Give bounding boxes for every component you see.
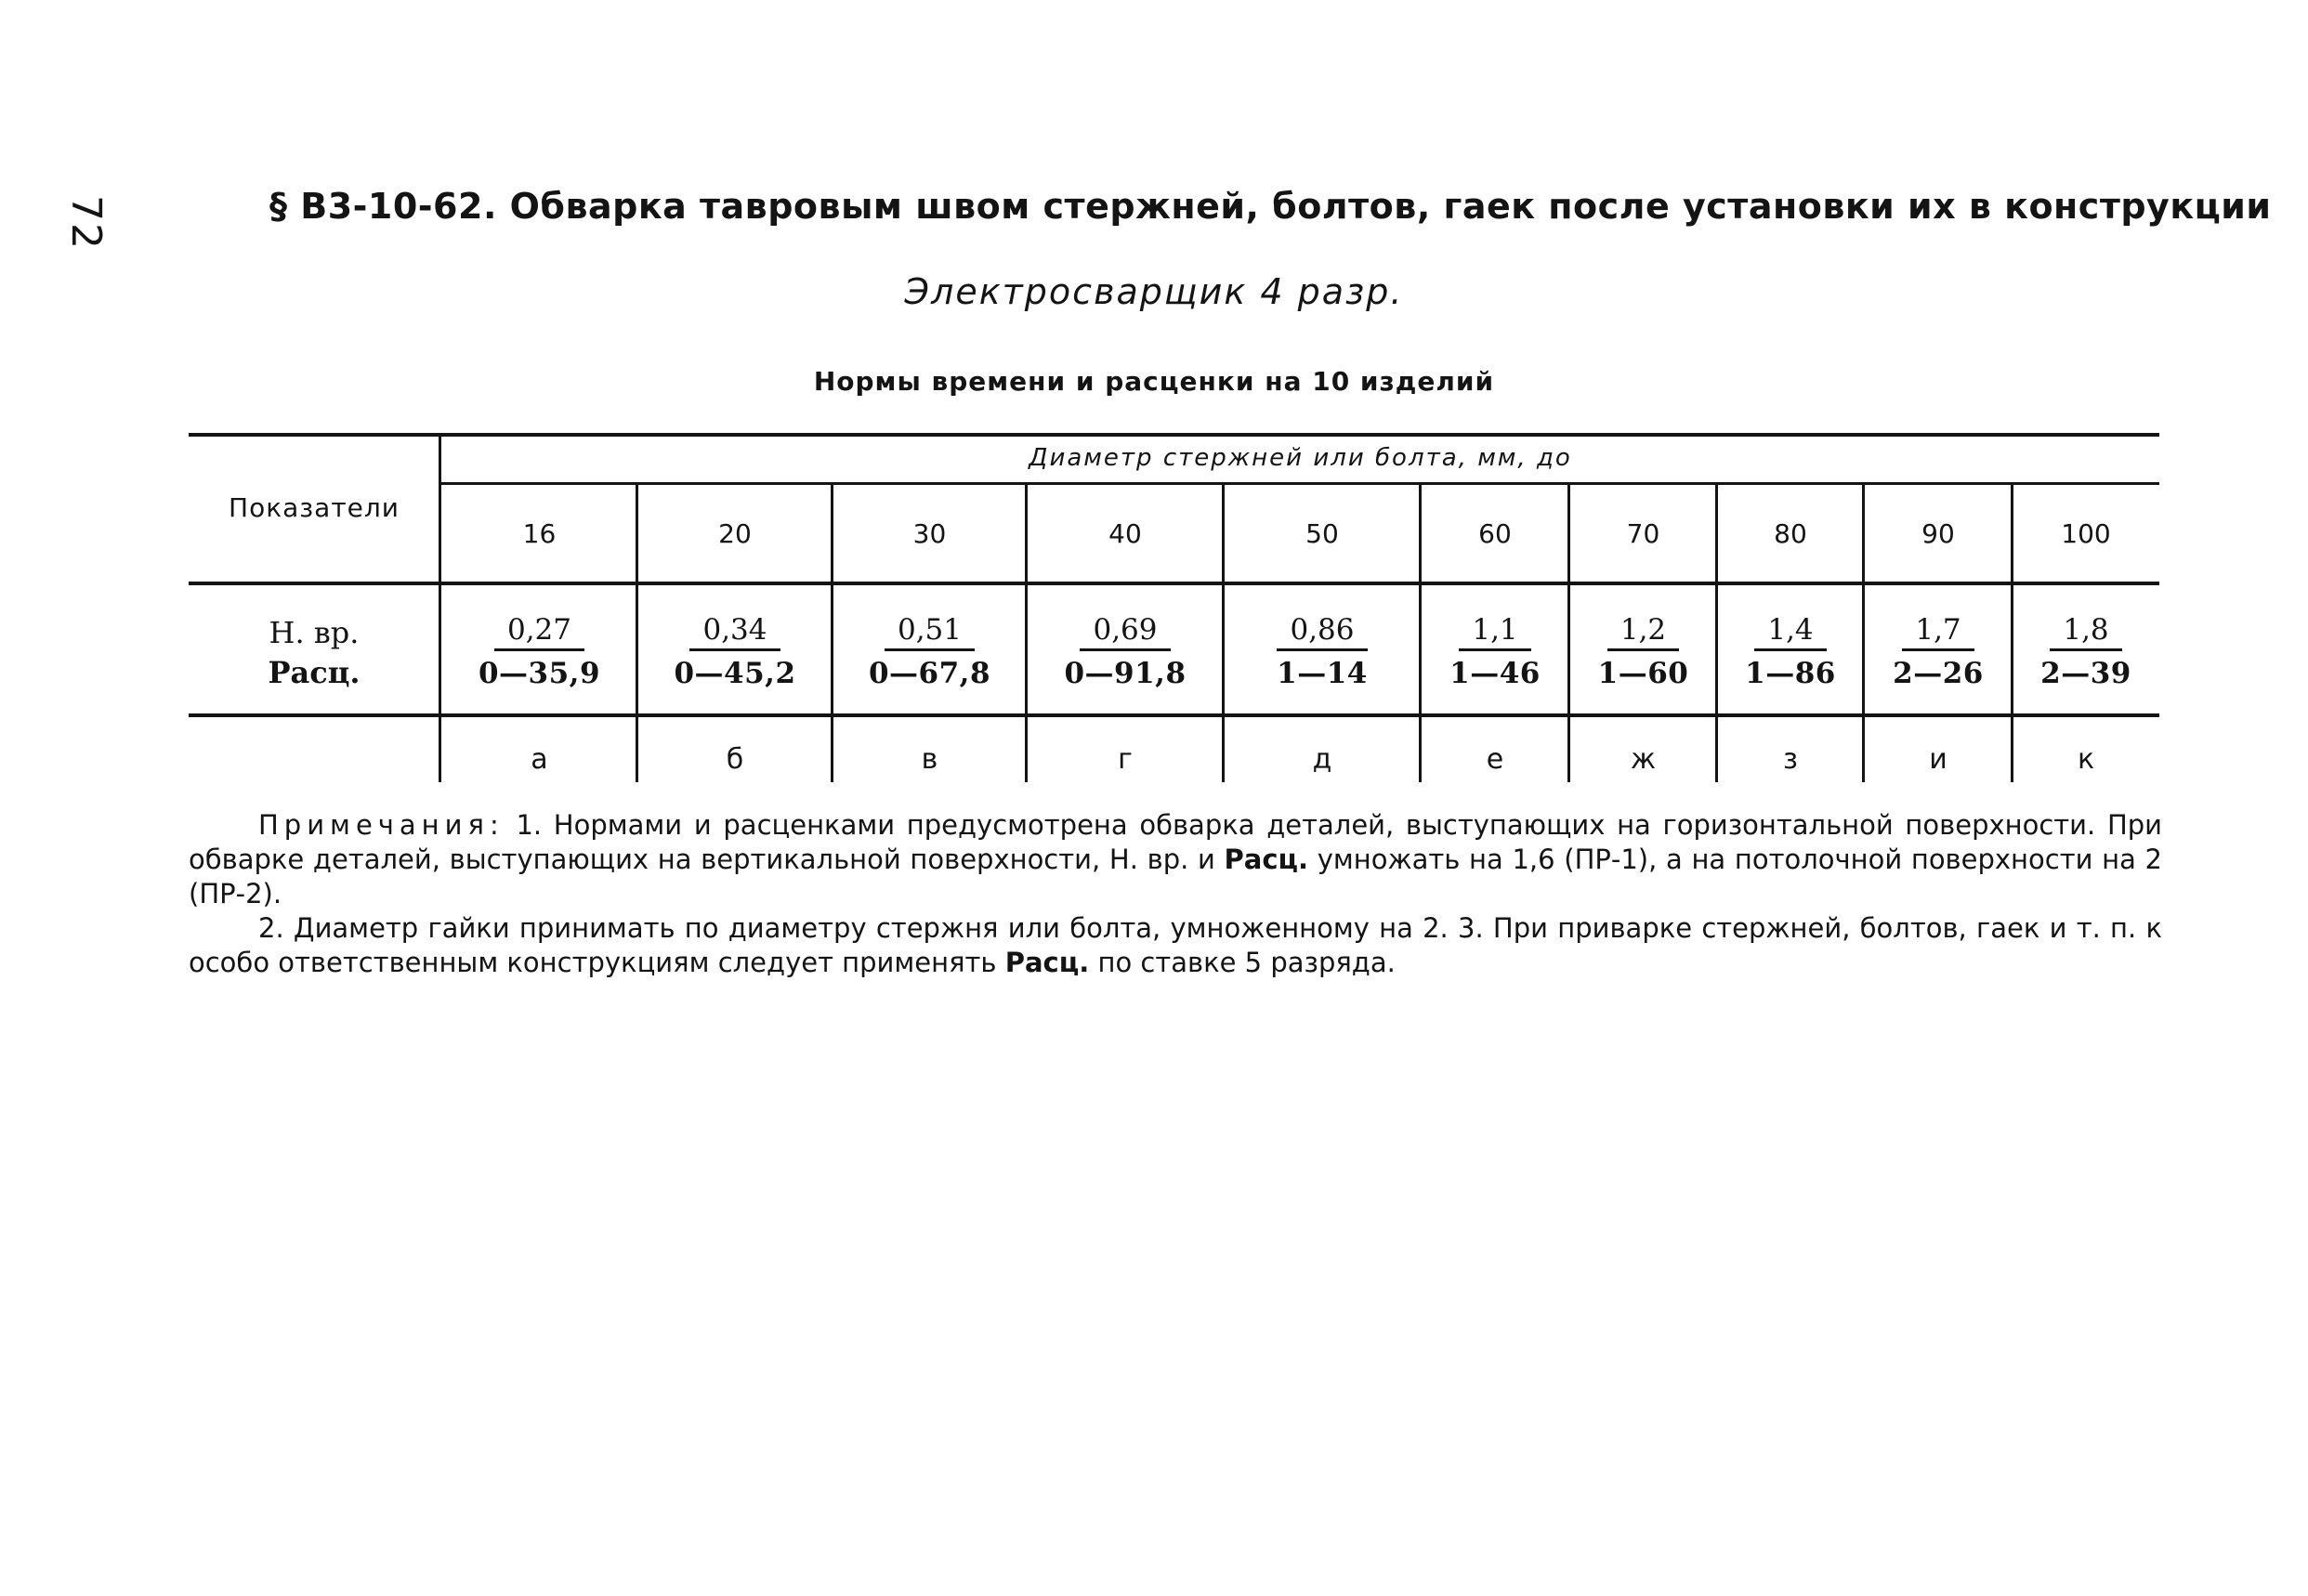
value-cell-8 — [1864, 613, 2013, 690]
column-letter-9: к — [2077, 743, 2095, 776]
value-cell-1 — [637, 613, 833, 690]
diameter-header-4: 50 — [1305, 518, 1339, 549]
rate-value: 1—14 — [1277, 657, 1368, 690]
section-heading: § В3-10-62. Обварка тавровым швом стержней, болтов, гаек после установки их в конструкции — [269, 186, 2272, 227]
page-number: 72 — [62, 195, 110, 251]
norm-value: 0,27 — [494, 613, 584, 651]
rate-value: 0—45,2 — [674, 657, 796, 690]
value-cell-4 — [1224, 613, 1421, 690]
indicator-col-divider — [439, 433, 441, 782]
diameter-header-3: 40 — [1108, 518, 1142, 549]
table-top-rule — [189, 433, 2159, 437]
rate-value: 1—86 — [1745, 657, 1836, 690]
norm-value: 1,7 — [1902, 613, 1974, 651]
column-letter-6: ж — [1630, 743, 1657, 776]
note-1-bold: Расц. — [1224, 844, 1309, 875]
diameter-header-2: 30 — [912, 518, 947, 549]
row-label-norm: Н. вр. — [269, 615, 360, 650]
norm-value: 0,34 — [689, 613, 780, 651]
note-2 — [189, 911, 2162, 980]
rate-value: 2—39 — [2040, 657, 2131, 690]
diameter-header-9: 100 — [2061, 518, 2111, 549]
column-letter-3: г — [1118, 743, 1133, 776]
norm-value: 1,8 — [2050, 613, 2121, 651]
diameter-header-7: 80 — [1774, 518, 1807, 549]
diameter-header-6: 70 — [1626, 518, 1660, 549]
value-cell-6 — [1569, 613, 1717, 690]
column-letter-5: е — [1486, 743, 1504, 776]
column-letter-4: д — [1312, 743, 1332, 776]
rate-value: 0—35,9 — [478, 657, 601, 690]
rate-value: 1—60 — [1597, 657, 1689, 690]
worker-grade: Электросварщик 4 разр. — [904, 271, 1404, 312]
norm-value: 0,69 — [1080, 613, 1170, 651]
value-cell-7 — [1717, 613, 1864, 690]
norm-value: 0,51 — [885, 613, 975, 651]
norm-value: 1,2 — [1607, 613, 1679, 651]
column-letter-2: в — [921, 743, 938, 776]
note-2-text-a: 2. Диаметр гайки принимать по диаметру стержня или болта, умноженному на 2. 3. При приварке стержней, болтов, гаек и т. п. к особо ответственным конструкциям следует применять — [189, 912, 2162, 978]
norm-value: 0,86 — [1277, 613, 1367, 651]
header-sub-rule — [441, 482, 2159, 485]
note-1 — [189, 808, 2162, 911]
note-1-text-b: умножать на 1,6 (ПР-1), а на потолочной поверхности на 2 (ПР-2). — [189, 844, 2162, 909]
value-cell-3 — [1027, 613, 1224, 690]
diameter-span-header: Диаметр стержней или болта, мм, до — [1029, 444, 1572, 472]
indicator-header: Показатели — [229, 492, 400, 523]
diameter-header-0: 16 — [522, 518, 557, 549]
note-1-text-a: 1. Нормами и расценками предусмотрена обварка деталей, выступающих на горизонтальной поверхности. При обварке деталей, выступающих на вертикальной поверхности, Н. вр. и — [189, 809, 2163, 875]
rate-value: 0—91,8 — [1064, 657, 1187, 690]
value-cell-5 — [1421, 613, 1569, 690]
column-letter-7: з — [1783, 743, 1798, 776]
norm-value: 1,1 — [1459, 613, 1530, 651]
column-letter-1: б — [726, 743, 744, 776]
value-cell-0 — [441, 613, 637, 690]
diameter-header-8: 90 — [1921, 518, 1955, 549]
rate-value: 1—46 — [1449, 657, 1541, 690]
note-2-bold: Расц. — [1004, 947, 1090, 978]
diameter-header-5: 60 — [1478, 518, 1512, 549]
diameter-header-1: 20 — [718, 518, 752, 549]
notes-label: Примечания: — [258, 809, 505, 841]
note-2-text-b: по ставке 5 разряда. — [1089, 947, 1396, 978]
rate-value: 2—26 — [1893, 657, 1984, 690]
rate-value: 0—67,8 — [868, 657, 991, 690]
notes-block — [189, 808, 2162, 980]
table-caption: Нормы времени и расценки на 10 изделий — [813, 366, 1495, 397]
value-cell-2 — [833, 613, 1027, 690]
norm-value: 1,4 — [1754, 613, 1826, 651]
value-cell-9 — [2013, 613, 2159, 690]
row-label-rate: Расц. — [268, 655, 361, 690]
column-letter-8: и — [1929, 743, 1947, 776]
column-letter-0: а — [531, 743, 548, 776]
